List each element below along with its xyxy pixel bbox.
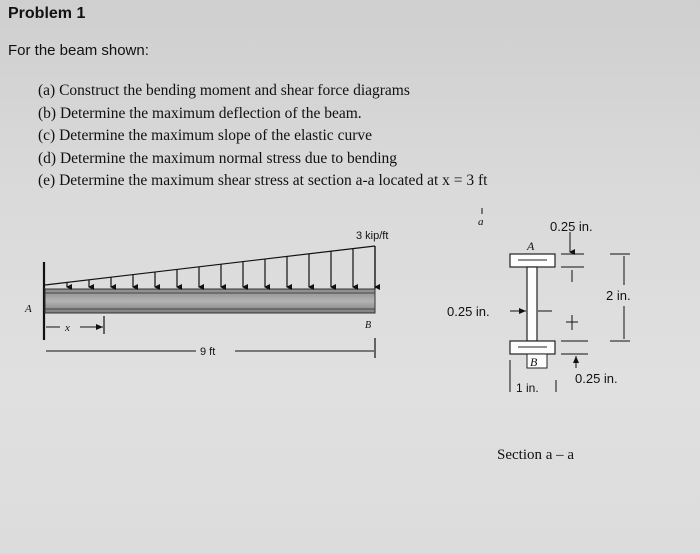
load-arrows bbox=[67, 246, 375, 287]
length-label: 9 ft bbox=[200, 346, 216, 358]
problem-title: Problem 1 bbox=[8, 5, 86, 22]
question-d: (d) Determine the maximum normal stress due to bending bbox=[38, 149, 397, 167]
support-a-label: A bbox=[25, 303, 32, 315]
load-profile-line bbox=[45, 246, 375, 285]
support-b-label: B bbox=[365, 320, 372, 331]
question-e: (e) Determine the maximum shear stress at section a-a located at x = 3 ft bbox=[38, 172, 488, 189]
load-label: 3 kip/ft bbox=[356, 230, 389, 242]
point-b-label: B bbox=[530, 355, 538, 369]
web-thickness-label: 0.25 in. bbox=[447, 304, 490, 319]
question-c: (c) Determine the maximum slope of the elastic curve bbox=[38, 127, 372, 144]
question-a: (a) Construct the bending moment and shear force diagrams bbox=[38, 82, 410, 99]
bottom-thickness-dimension bbox=[561, 315, 588, 368]
x-label: x bbox=[65, 322, 70, 334]
section-mark-label: a bbox=[478, 216, 484, 228]
height-label: 2 in. bbox=[606, 288, 631, 303]
section-caption: Section a – a bbox=[497, 447, 575, 463]
flange-width-label: 1 in. bbox=[516, 381, 539, 395]
web bbox=[527, 267, 537, 341]
bottom-thickness-label: 0.25 in. bbox=[575, 371, 618, 386]
top-thickness-dimension bbox=[561, 254, 584, 282]
top-thickness-label: 0.25 in. bbox=[550, 219, 593, 234]
distributed-load bbox=[45, 246, 375, 289]
x-dimension bbox=[46, 316, 104, 334]
point-a-label: A bbox=[527, 239, 535, 253]
i-beam-section bbox=[510, 254, 555, 354]
problem-intro: For the beam shown: bbox=[8, 42, 149, 59]
question-b: (b) Determine the maximum deflection of the beam. bbox=[38, 104, 362, 122]
